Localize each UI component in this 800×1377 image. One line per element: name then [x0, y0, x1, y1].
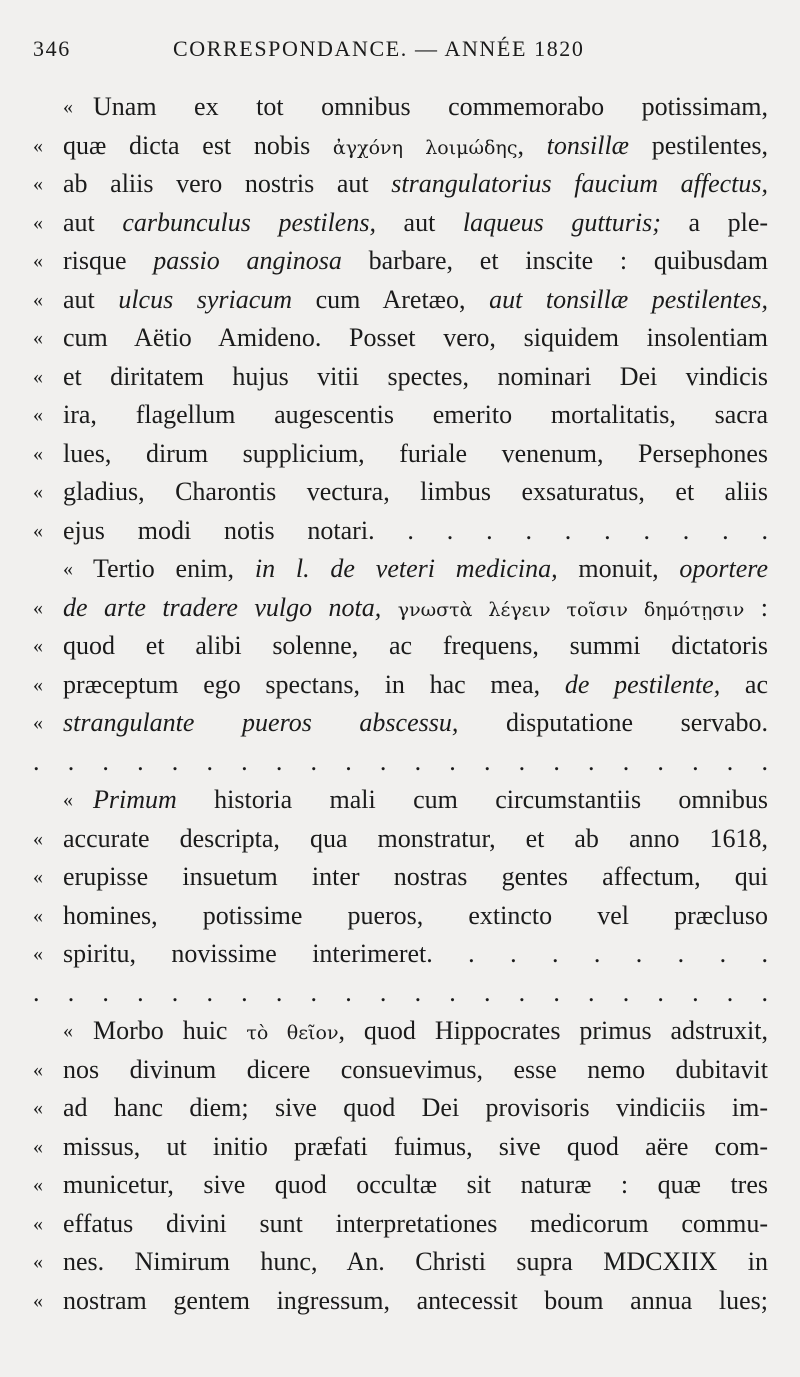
- text-line: [33, 743, 768, 782]
- text-line: [33, 1243, 768, 1282]
- text-run: erupisse insuetum inter nostras gentes affectum, qui: [63, 862, 768, 891]
- text-run: cum Aretæo,: [292, 284, 490, 314]
- ellipsis-row: . . . . . . . . . . . . . . . . . . . . . .: [33, 746, 768, 776]
- text-run: a ple-: [660, 207, 768, 237]
- quote-mark: «: [33, 827, 43, 850]
- text-line: [33, 781, 768, 820]
- text-run: Unam ex tot omnibus commemorabo potissimam,: [93, 92, 768, 121]
- text-run: ejus modi notis notari. . . . . . . . . . .: [63, 515, 768, 545]
- text-line: [33, 1205, 768, 1244]
- text-run: ,: [517, 130, 547, 160]
- quote-mark: «: [33, 1174, 43, 1196]
- text-line: [33, 1128, 768, 1167]
- text-run: Tertio enim,: [93, 554, 255, 583]
- quote-mark: «: [33, 596, 43, 619]
- greek-text: γνωστὰ λέγειν τοῖσιν δημότῃσιν: [397, 598, 745, 621]
- text-run: spiritu, novissime interimeret. . . . . . . . .: [63, 939, 768, 968]
- quote-mark: «: [63, 1020, 73, 1042]
- quote-mark: «: [33, 1135, 43, 1158]
- quote-mark: «: [33, 365, 43, 388]
- text-run: municetur, sive quod occultæ sit naturæ : quæ tres: [63, 1170, 768, 1199]
- text-run: aut: [63, 207, 123, 237]
- quote-mark: «: [33, 519, 43, 542]
- quote-mark: «: [33, 481, 43, 503]
- quote-mark: «: [33, 288, 43, 311]
- text-run: Morbo huic: [93, 1016, 247, 1045]
- text-run: barbare, et inscite : quibusdam: [341, 246, 768, 275]
- text-line: [33, 319, 768, 358]
- text-run: accurate descripta, qua monstratur, et ab anno 1618,: [63, 823, 768, 853]
- running-head: CORRESPONDANCE. — ANNÉE 1820: [173, 36, 585, 61]
- italic-text: ulcus syriacum: [118, 284, 293, 314]
- italic-text: aut tonsillæ pestilentes,: [489, 284, 768, 314]
- italic-text: de pestilente,: [564, 669, 721, 699]
- quote-mark: «: [33, 635, 43, 657]
- text-line: [33, 897, 768, 936]
- text-run: aut: [63, 284, 119, 314]
- text-line: [33, 1089, 768, 1128]
- text-run: quod et alibi solenne, ac frequens, summi dictatoris: [63, 631, 768, 660]
- text-line: [33, 165, 768, 204]
- text-run: lues, dirum supplicium, furiale venenum, Persephones: [63, 438, 768, 468]
- text-line: [33, 1166, 768, 1205]
- text-run: nes. Nimirum hunc, An. Christi supra MDCXIIX in: [63, 1247, 768, 1276]
- page-number: 346: [33, 36, 71, 61]
- text-line: [33, 1051, 768, 1090]
- text-run: gladius, Charontis vectura, limbus exsaturatus, et aliis: [63, 477, 768, 506]
- text-line: [33, 820, 768, 859]
- italic-text: oportere: [679, 554, 768, 583]
- quote-mark: «: [33, 712, 43, 734]
- text-line: [33, 666, 768, 705]
- text-line: [33, 858, 768, 897]
- text-line: [33, 1282, 768, 1321]
- text-line: [33, 88, 768, 127]
- quote-mark: «: [33, 327, 43, 349]
- text-line: [33, 396, 768, 435]
- quote-mark: «: [33, 211, 43, 234]
- text-line: [33, 627, 768, 666]
- quote-mark: «: [33, 1212, 43, 1235]
- greek-text: τὸ θεῖον: [246, 1022, 339, 1044]
- italic-text: de arte tradere vulgo nota,: [63, 592, 382, 622]
- page-header: [33, 34, 768, 70]
- text-line: [33, 242, 768, 281]
- quote-mark: «: [33, 250, 43, 272]
- quote-mark: «: [33, 404, 43, 426]
- italic-text: strangulante pueros abscessu,: [63, 708, 459, 737]
- quote-mark: «: [33, 1058, 43, 1081]
- ellipsis-row: . . . . . . . . . . . . . . . . . . . . . .: [33, 977, 768, 1007]
- body-text: [33, 88, 768, 1320]
- text-line: [33, 204, 768, 243]
- text-run: historia mali cum circumstantiis omnibus: [176, 785, 768, 814]
- text-run: quæ dicta est nobis: [63, 130, 333, 160]
- quote-mark: «: [33, 904, 43, 927]
- text-line: [33, 704, 768, 743]
- text-run: ad hanc diem; sive quod Dei provisoris vindiciis im-: [63, 1093, 768, 1122]
- text-line: [33, 281, 768, 320]
- text-run: ira, flagellum augescentis emerito mortalitatis, sacra: [63, 400, 768, 429]
- text-run: nos divinum dicere consuevimus, esse nemo dubitavit: [63, 1054, 768, 1084]
- text-run: disputatione servabo.: [458, 708, 768, 737]
- quote-mark: «: [63, 96, 73, 118]
- italic-text: Primum: [93, 785, 177, 814]
- text-run: cum Aëtio Amideno. Posset vero, siquidem insolentiam: [63, 323, 768, 352]
- quote-mark: «: [33, 943, 43, 965]
- text-line: [33, 935, 768, 974]
- quote-mark: «: [33, 442, 43, 465]
- text-run: ac: [720, 669, 768, 699]
- quote-mark: «: [33, 1097, 43, 1119]
- text-run: :: [744, 592, 768, 622]
- italic-text: in l. de veteri medicina,: [254, 554, 558, 583]
- text-run: præceptum ego spectans, in hac mea,: [63, 669, 565, 699]
- italic-text: carbunculus pestilens,: [122, 207, 376, 237]
- text-line: [33, 550, 768, 589]
- quote-mark: «: [33, 134, 43, 157]
- text-run: ab aliis vero nostris aut: [63, 169, 392, 198]
- text-line: [33, 974, 768, 1013]
- quote-mark: «: [33, 1251, 43, 1273]
- quote-mark: «: [33, 1289, 43, 1312]
- quote-mark: «: [33, 173, 43, 195]
- text-line: [33, 1012, 768, 1051]
- italic-text: strangulatorius faucium affectus,: [391, 169, 768, 198]
- quote-mark: «: [63, 789, 73, 811]
- text-run: effatus divini sunt interpretationes medicorum commu-: [63, 1208, 768, 1238]
- text-run: missus, ut initio præfati fuimus, sive quod aëre com-: [63, 1131, 768, 1161]
- text-run: et diritatem hujus vitii spectes, nominari Dei vindicis: [63, 361, 768, 391]
- text-run: monuit,: [557, 554, 680, 583]
- greek-text: ἀγχόνη λοιμώδης: [332, 136, 518, 159]
- text-line: [33, 358, 768, 397]
- quote-mark: «: [33, 866, 43, 888]
- quote-mark: «: [63, 558, 73, 580]
- italic-text: tonsillæ: [546, 130, 630, 160]
- text-line: [33, 473, 768, 512]
- text-run: homines, potissime pueros, extincto vel præcluso: [63, 900, 768, 930]
- italic-text: passio anginosa: [153, 246, 342, 275]
- text-line: [33, 435, 768, 474]
- text-run: aut: [375, 207, 463, 237]
- text-line: [33, 512, 768, 551]
- text-run: pestilentes,: [629, 130, 768, 160]
- text-line: [33, 127, 768, 166]
- text-line: [33, 589, 768, 628]
- italic-text: laqueus gutturis;: [462, 207, 661, 237]
- quote-mark: «: [33, 673, 43, 696]
- text-run: [381, 593, 397, 622]
- text-run: , quod Hippocrates primus adstruxit,: [338, 1016, 768, 1045]
- text-run: nostram gentem ingressum, antecessit boum annua lues;: [63, 1285, 768, 1315]
- text-run: risque: [63, 246, 154, 275]
